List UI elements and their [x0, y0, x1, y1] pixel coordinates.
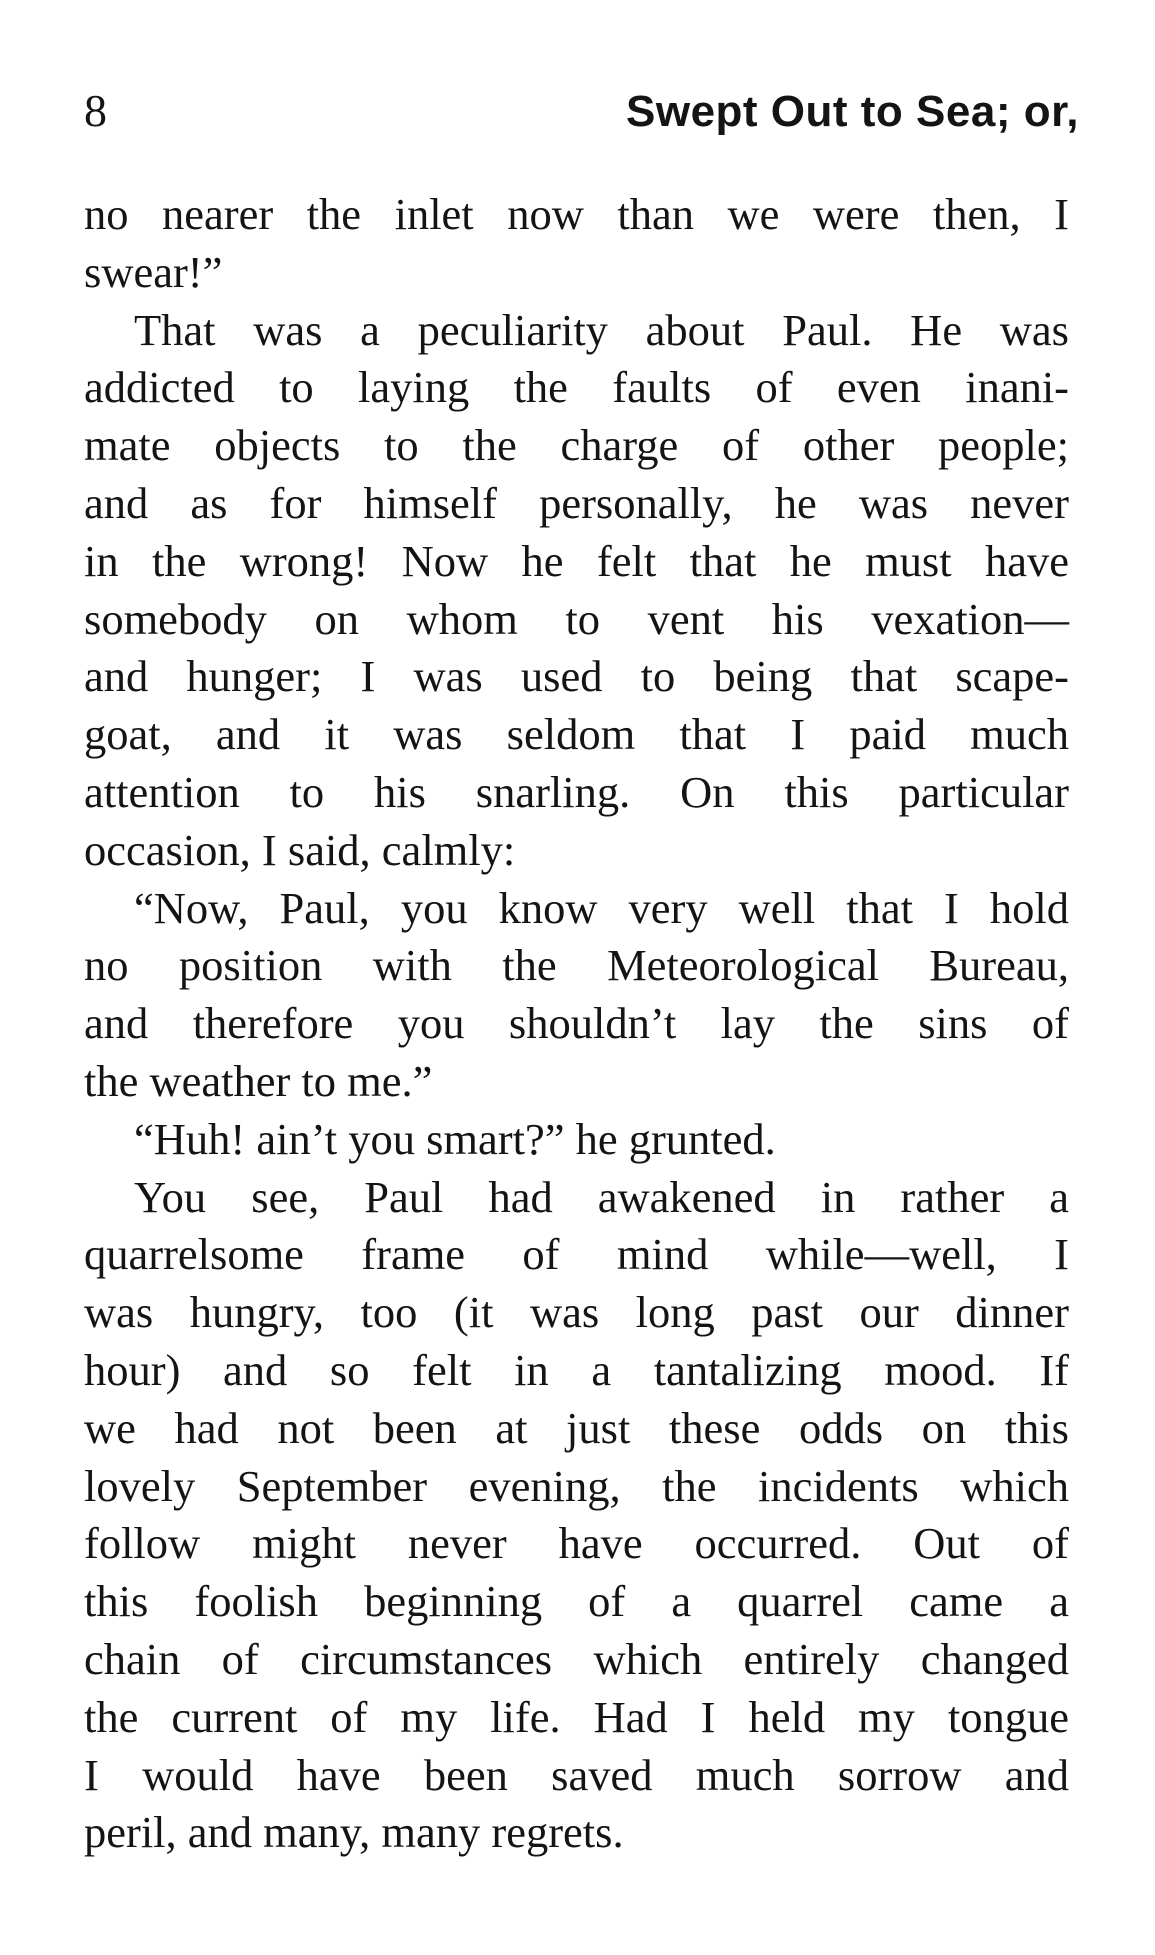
text-line: You see, Paul had awakened in rather a — [134, 1171, 1069, 1222]
text-line: we had not been at just these odds on this — [84, 1402, 1069, 1453]
text-line: the current of my life. Had I held my tongue — [84, 1691, 1069, 1742]
text-line: “Huh! ain’t you smart?” he grunted. — [134, 1113, 776, 1164]
text-line: in the wrong! Now he felt that he must have — [84, 535, 1069, 586]
page-number: 8 — [84, 85, 107, 136]
text-line: peril, and many, many regrets. — [84, 1807, 624, 1858]
text-line: quarrelsome frame of mind while—well, I — [84, 1229, 1069, 1280]
running-header — [84, 85, 1079, 146]
text-line: the weather to me.” — [84, 1055, 433, 1106]
text-line: no position with the Meteorological Bureau, — [84, 940, 1069, 991]
text-line: and as for himself personally, he was never — [84, 477, 1069, 528]
text-line: I would have been saved much sorrow and — [84, 1749, 1069, 1800]
text-line: was hungry, too (it was long past our dinner — [84, 1287, 1069, 1338]
text-line: follow might never have occurred. Out of — [84, 1518, 1069, 1569]
text-line: chain of circumstances which entirely changed — [84, 1633, 1069, 1684]
text-line: this foolish beginning of a quarrel came a — [84, 1576, 1069, 1627]
text-line: somebody on whom to vent his vexation— — [84, 593, 1069, 644]
text-line: mate objects to the charge of other people; — [84, 420, 1069, 471]
text-line: lovely September evening, the incidents which — [84, 1460, 1069, 1511]
text-line: and therefore you shouldn’t lay the sins of — [84, 998, 1069, 1049]
text-line: no nearer the inlet now than we were then, I — [84, 189, 1069, 239]
text-line: addicted to laying the faults of even inani- — [84, 362, 1069, 413]
text-line: “Now, Paul, you know very well that I hold — [134, 882, 1069, 933]
text-line: goat, and it was seldom that I paid much — [84, 709, 1069, 760]
text-line: That was a peculiarity about Paul. He was — [134, 304, 1069, 355]
text-line: occasion, I said, calmly: — [84, 824, 516, 875]
text-line: and hunger; I was used to being that scape- — [84, 651, 1069, 702]
text-line: swear!” — [84, 246, 223, 297]
book-page — [84, 85, 1079, 1858]
text-line: attention to his snarling. On this particular — [84, 766, 1069, 817]
body-text — [84, 186, 1069, 1862]
running-title: Swept Out to Sea; or, — [626, 87, 1079, 136]
text-line: hour) and so felt in a tantalizing mood. If — [84, 1344, 1069, 1395]
